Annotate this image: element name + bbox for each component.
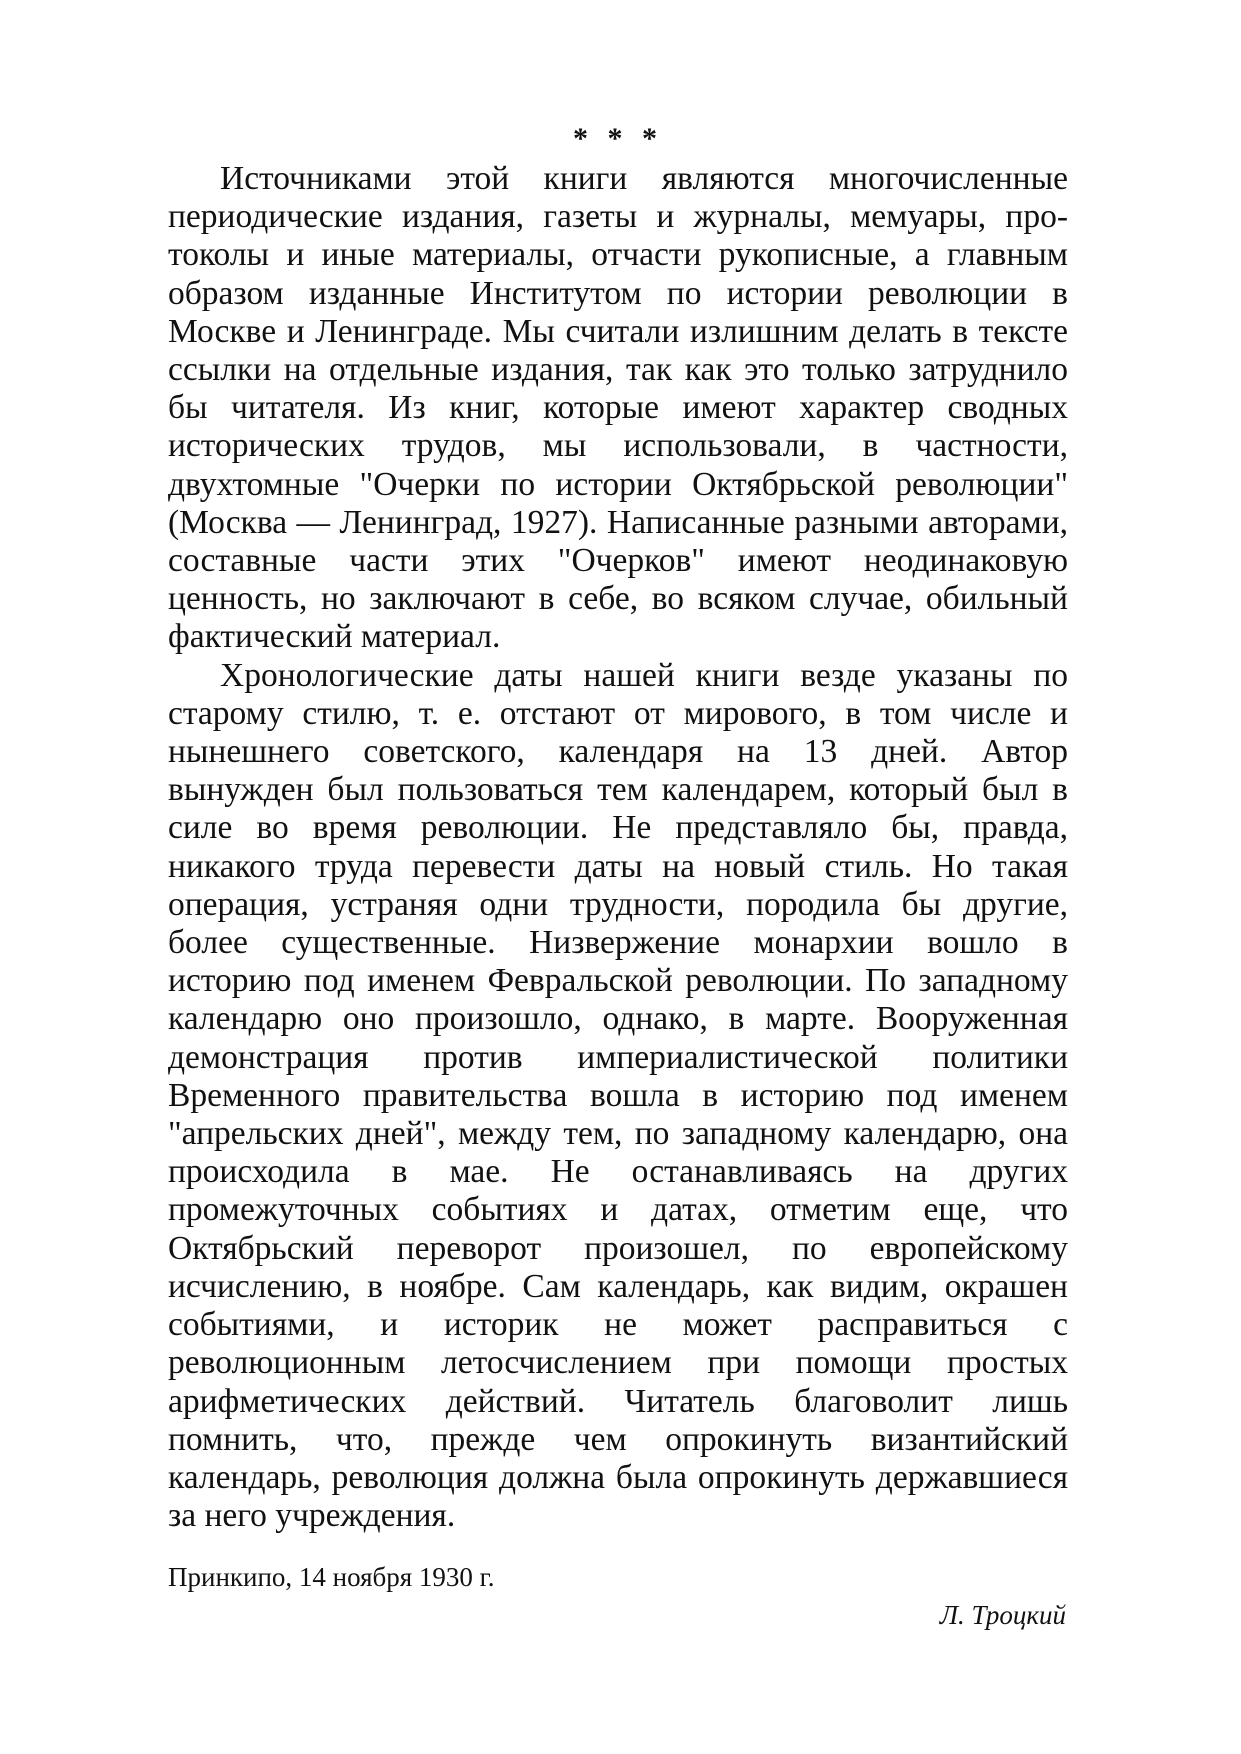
place-and-date: Принкипо, 14 ноября 1930 г.: [168, 1562, 495, 1593]
paragraph-chronology: Хронологические даты нашей книги везде указаны по старому стилю, т. е. отстают от мирового, в том числе и нынешнего советского, календаря на 13 дней. Автор вынужден был пользоваться тем календарем, который был в силе во время революции. Не представляло бы, правда, никакого труда перевести даты на новый стиль. Но такая операция, устраняя одни трудности, породила бы другие, более существенные. Низвержение монархии вошло в историю под именем Февральской революции. По западному календарю оно произошло, однако, в марте. Вооруженная демонстрация против империалистической политики Временного правительства вошла в историю под именем "апрельских дней", между тем, по западному календарю, она происходила в мае. Не останавливаясь на других промежуточных событиях и датах, отметим еще, что Октябрьский переворот произошел, по европейскому исчислению, в ноябре. Сам календарь, как видим, окрашен событиями, и историк не может расправиться с революционным летосчислением при помощи простых арифметических действий. Читатель благоволит лишь помнить, что, прежде чем опрокинуть византийский календарь, революция должна была опрокинуть державшиеся за него учреждения.: [168, 656, 1068, 1535]
paragraph-sources: Источниками этой книги являются многочисленные периодические издания, газеты и журналы, мемуары, протоколы и иные материалы, отчасти рукописные, а главным образом изданные Институтом по истории революции в Москве и Ленинграде. Мы считали излишним делать в тексте ссылки на отдельные издания, так как это только затруднило бы читателя. Из книг, которые имеют характер сводных исторических трудов, мы использовали, в частности, двухтомные "Очерки по истории Октябрьской революции" (Москва — Ленинград, 1927). Написанные разными авторами, составные части этих "Очерков" имеют неодинаковую ценность, но заключают в себе, во всяком случае, обильный фактический материал.: [168, 160, 1068, 656]
section-ornament: * * *: [573, 122, 663, 155]
book-page: [168, 124, 1068, 1631]
author-signature: Л. Троцкий: [939, 1600, 1066, 1631]
